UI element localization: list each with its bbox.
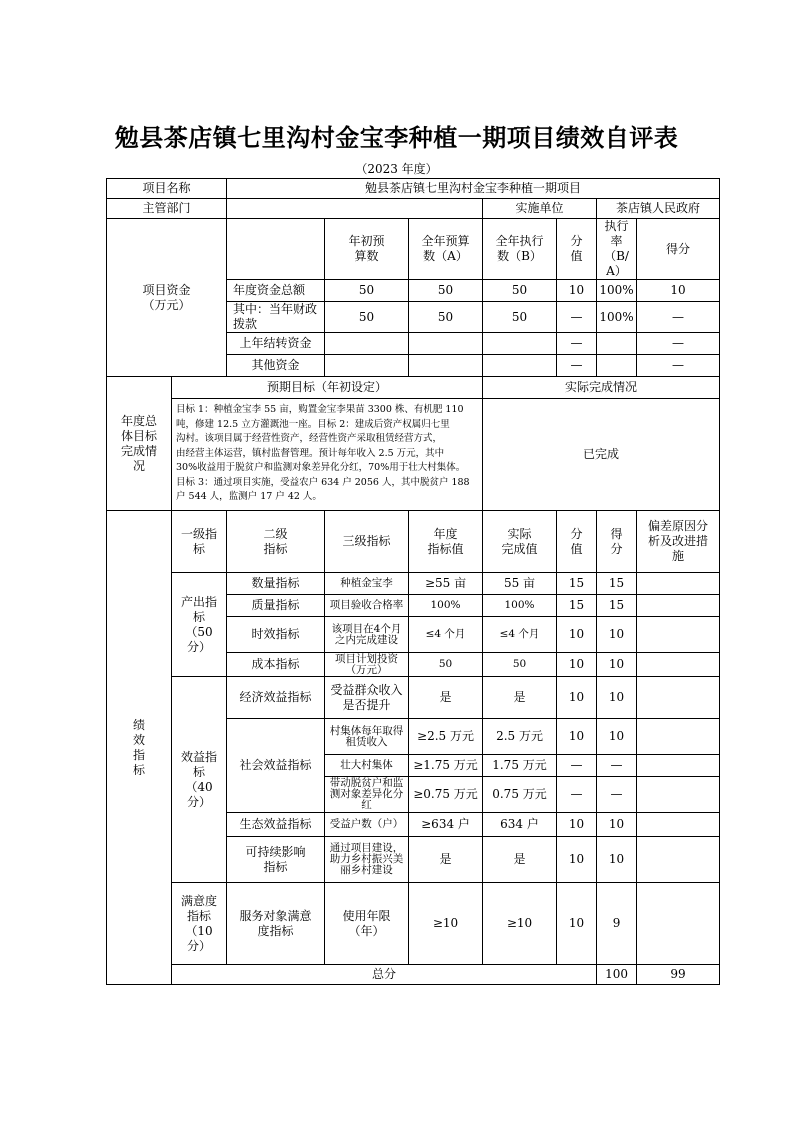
indicator-score: 10 (557, 883, 597, 965)
indicator-l2-line: 指标 (263, 859, 288, 874)
indicator-l3: 壮大村集体 (325, 755, 409, 777)
indicators-header-l2-2: 指标 (263, 541, 288, 556)
satisfaction-label-line: 指标 (187, 908, 212, 923)
funds-row-score: 10 (557, 280, 597, 302)
indicator-score: — (557, 777, 597, 813)
indicator-l3: 种植金宝李 (325, 573, 409, 595)
indicator-score: 15 (557, 595, 597, 617)
indicator-actual: 2.5 万元 (483, 719, 557, 755)
goals-label-2: 体目标 (120, 428, 157, 443)
indicator-actual: 是 (483, 837, 557, 883)
page-subtitle: （2023 年度） (355, 162, 438, 176)
indicator-target: ≥2.5 万元 (409, 719, 483, 755)
indicator-reason (637, 755, 720, 777)
indicators-header-l1 (172, 511, 227, 573)
goals-expected-line: 吨，修建 12.5 立方灌溉池一座。目标 2：建成后资产权属归七里 (176, 418, 450, 430)
indicators-header-l1-2: 标 (193, 541, 206, 556)
funds-row-initial: 50 (325, 302, 409, 333)
goals-expected-line: 30%收益用于脱贫户和监测对象差异化分红，70%用于壮大村集体。 (176, 462, 466, 473)
indicators-header-actual (483, 511, 557, 573)
indicators-header-target-1: 年度 (433, 526, 458, 541)
indicator-reason (637, 883, 720, 965)
indicators-header-reason-3: 施 (672, 549, 685, 563)
total-score: 100 (597, 965, 637, 985)
funds-header-got: 得分 (637, 219, 720, 280)
indicator-l3: 项目计划投资（万元） (325, 653, 409, 677)
dept-row (107, 199, 720, 219)
funds-row-rate: 100% (597, 302, 637, 333)
indicator-reason (637, 653, 720, 677)
indicator-target: ≥55 亩 (409, 573, 483, 595)
indicators-header-l2 (227, 511, 325, 573)
funds-header-rate-1: 执行率 (604, 219, 629, 248)
indicator-l2 (227, 837, 325, 883)
goals-label-3: 完成情 (120, 443, 157, 458)
indicator-l3-line: （年） (348, 923, 385, 938)
indicator-actual: 100% (483, 595, 557, 617)
indicator-l3-line: 使用年限 (342, 908, 391, 923)
benefit-label-line: 效益指 (181, 749, 218, 764)
dept-label: 主管部门 (107, 199, 227, 219)
indicator-l3: 受益户数（户） (325, 813, 409, 837)
funds-row-name: 年度资金总额 (227, 280, 325, 302)
goals-expected-line: 目标 3：通过项目实施，受益农户 634 户 2056 人，其中脱贫户 188 (176, 476, 470, 488)
indicators-header-reason-1: 偏差原因分 (648, 519, 709, 533)
funds-row-score: — (557, 333, 597, 355)
funds-header-exec (483, 219, 557, 280)
indicator-l2: 成本指标 (227, 653, 325, 677)
indicator-actual: 55 亩 (483, 573, 557, 595)
funds-row-exec (483, 355, 557, 377)
indicator-l2: 社会效益指标 (227, 719, 325, 813)
funds-row-score: — (557, 302, 597, 333)
indicator-got: 10 (597, 837, 637, 883)
indicators-header-score (557, 511, 597, 573)
funds-row-got: — (637, 302, 720, 333)
indicator-l2 (227, 883, 325, 965)
indicators-header-got-2: 分 (610, 541, 623, 556)
indicators-header-l3: 三级指标 (325, 511, 409, 573)
indicator-got: — (597, 777, 637, 813)
funds-row-initial: 50 (325, 280, 409, 302)
indicator-reason (637, 813, 720, 837)
indicator-reason (637, 837, 720, 883)
indicators-header-got (597, 511, 637, 573)
satisfaction-label-line: 分） (187, 938, 212, 953)
indicator-l3: 通过项目建设，助力乡村振兴美丽乡村建设 (325, 837, 409, 883)
indicator-l2: 时效指标 (227, 617, 325, 653)
indicator-l3: 村集体每年取得租赁收入 (325, 719, 409, 755)
indicator-l2: 生态效益指标 (227, 813, 325, 837)
goals-label-1: 年度总 (120, 413, 157, 428)
page-title: 勉县茶店镇七里沟村金宝李种植一期项目绩效自评表 (114, 124, 679, 152)
funds-row-initial (325, 355, 409, 377)
total-got: 99 (637, 965, 720, 985)
indicator-target: 50 (409, 653, 483, 677)
goals-label-4: 况 (132, 458, 145, 473)
indicator-score: 10 (557, 813, 597, 837)
indicator-l2-line: 可持续影响 (245, 844, 306, 859)
indicators-side-char: 效 (132, 732, 145, 747)
indicators-header-score-2: 值 (570, 541, 583, 556)
indicator-target: ≤4 个月 (409, 617, 483, 653)
indicator-reason (637, 573, 720, 595)
output-label-line: 分） (187, 639, 212, 654)
goals-label (107, 377, 172, 511)
indicator-got: 10 (597, 813, 637, 837)
output-label-line: 产出指 (181, 594, 218, 609)
indicator-reason (637, 719, 720, 755)
indicator-l3: 受益群众收入是否提升 (325, 677, 409, 719)
funds-label-line: 项目资金 (142, 282, 191, 297)
indicator-score: 10 (557, 617, 597, 653)
indicator-l3 (325, 883, 409, 965)
goals-expected-line: 目标 1：种植金宝李 55 亩，购置金宝李果苗 3300 株、有机肥 110 (176, 404, 464, 415)
funds-row-got: 10 (637, 280, 720, 302)
output-label-line: （50 (185, 624, 213, 639)
goals-expected-line: 沟村。该项目属于经营性资产，经营性资产采取租赁经营方式， (176, 433, 443, 444)
funds-header-rate-2: （B/A） (604, 249, 629, 278)
indicator-reason (637, 777, 720, 813)
benefit-label-line: 分） (187, 794, 212, 809)
total-label: 总分 (172, 965, 597, 985)
funds-header-blank (227, 219, 325, 280)
funds-header-row (107, 219, 720, 280)
indicator-target: ≥0.75 万元 (409, 777, 483, 813)
funds-row-rate (597, 333, 637, 355)
funds-header-annual-2: 数（A） (423, 249, 468, 263)
indicator-l2: 质量指标 (227, 595, 325, 617)
goals-expected-text (172, 399, 483, 511)
performance-table (106, 178, 720, 985)
funds-header-initial (325, 219, 409, 280)
goals-actual-header: 实际完成情况 (483, 377, 720, 399)
goals-expected-line: 由经营主体运营，镇村监督管理。预计每年收入 2.5 万元，其中 (176, 447, 445, 459)
indicators-header-reason-2: 析及改进措 (648, 534, 709, 548)
indicator-l2-line: 服务对象满意 (239, 908, 312, 923)
indicator-target: 是 (409, 837, 483, 883)
funds-header-annual-1: 全年预算 (421, 234, 470, 248)
indicator-reason (637, 677, 720, 719)
indicator-score: 10 (557, 677, 597, 719)
funds-label-unit: （万元） (142, 297, 191, 312)
funds-label (107, 219, 227, 377)
funds-row-name: 其中：当年财政拨款 (227, 302, 325, 333)
funds-row-annual: 50 (409, 302, 483, 333)
funds-header-exec-2: 数（B） (497, 249, 542, 263)
indicators-header-actual-1: 实际 (507, 526, 532, 541)
indicator-got: — (597, 755, 637, 777)
funds-header-annual (409, 219, 483, 280)
indicators-side-label (107, 511, 172, 985)
indicator-row (107, 573, 720, 595)
indicator-row (107, 883, 720, 965)
indicators-header-got-1: 得 (610, 526, 623, 541)
indicator-target: ≥10 (409, 883, 483, 965)
indicator-score: 10 (557, 653, 597, 677)
indicator-actual: 50 (483, 653, 557, 677)
output-label-line: 标 (193, 609, 206, 624)
funds-row-rate (597, 355, 637, 377)
funds-row-initial (325, 333, 409, 355)
indicator-score: 10 (557, 719, 597, 755)
funds-row-annual: 50 (409, 280, 483, 302)
project-name-value: 勉县茶店镇七里沟村金宝李种植一期项目 (227, 179, 720, 199)
indicator-actual: ≥10 (483, 883, 557, 965)
indicator-got: 10 (597, 617, 637, 653)
satisfaction-label-line: 满意度 (181, 893, 218, 908)
funds-header-initial-2: 算数 (354, 249, 379, 263)
funds-row-got: — (637, 355, 720, 377)
indicator-actual: 是 (483, 677, 557, 719)
funds-header-exec-1: 全年执行 (495, 234, 544, 248)
indicators-header-reason (637, 511, 720, 573)
indicator-target: 是 (409, 677, 483, 719)
indicator-score: 10 (557, 837, 597, 883)
funds-row-score: — (557, 355, 597, 377)
funds-header-score-1: 分 (570, 234, 583, 248)
satisfaction-label-line: （10 (185, 923, 213, 938)
funds-row-exec (483, 333, 557, 355)
goals-actual-text: 已完成 (483, 399, 720, 511)
indicator-reason (637, 617, 720, 653)
indicator-row (107, 677, 720, 719)
impl-label: 实施单位 (483, 199, 597, 219)
funds-row-got: — (637, 333, 720, 355)
indicator-actual: ≤4 个月 (483, 617, 557, 653)
indicator-got: 15 (597, 595, 637, 617)
funds-row-name: 上年结转资金 (227, 333, 325, 355)
indicators-header-l2-1: 二级 (263, 526, 288, 541)
indicators-header-row (107, 511, 720, 573)
funds-header-initial-1: 年初预 (348, 234, 385, 248)
goals-content-row (107, 399, 720, 511)
indicator-target: ≥634 户 (409, 813, 483, 837)
goals-expected-header: 预期目标（年初设定） (172, 377, 483, 399)
indicator-actual: 0.75 万元 (483, 777, 557, 813)
funds-row-annual (409, 333, 483, 355)
funds-header-score-2: 值 (570, 249, 583, 263)
project-name-label: 项目名称 (107, 179, 227, 199)
output-label (172, 573, 227, 677)
indicators-header-actual-2: 完成值 (501, 541, 538, 556)
funds-row-name: 其他资金 (227, 355, 325, 377)
indicators-side-char: 指 (132, 747, 145, 762)
indicators-header-l1-1: 一级指 (181, 526, 218, 541)
indicator-got: 15 (597, 573, 637, 595)
benefit-label-line: 标 (193, 764, 206, 779)
total-row (107, 965, 720, 985)
indicators-header-target-2: 指标值 (427, 541, 464, 556)
indicator-l3: 带动脱贫户和监测对象差异化分红 (325, 777, 409, 813)
project-name-row (107, 179, 720, 199)
indicator-l2: 数量指标 (227, 573, 325, 595)
benefit-label (172, 677, 227, 883)
benefit-label-line: （40 (185, 779, 213, 794)
funds-row-exec: 50 (483, 302, 557, 333)
indicator-got: 10 (597, 677, 637, 719)
indicator-reason (637, 595, 720, 617)
indicator-l2: 经济效益指标 (227, 677, 325, 719)
goals-header-row (107, 377, 720, 399)
indicator-target: 100% (409, 595, 483, 617)
indicator-actual: 634 户 (483, 813, 557, 837)
funds-row-annual (409, 355, 483, 377)
indicator-target: ≥1.75 万元 (409, 755, 483, 777)
funds-header-score (557, 219, 597, 280)
indicator-got: 10 (597, 719, 637, 755)
indicator-l2-line: 度指标 (257, 923, 294, 938)
impl-value: 茶店镇人民政府 (597, 199, 720, 219)
indicator-actual: 1.75 万元 (483, 755, 557, 777)
indicator-score: 15 (557, 573, 597, 595)
indicators-header-target (409, 511, 483, 573)
indicator-l3: 该项目在4个月之内完成建设 (325, 617, 409, 653)
indicators-header-score-1: 分 (570, 526, 583, 541)
satisfaction-label (172, 883, 227, 965)
indicator-got: 9 (597, 883, 637, 965)
goals-expected-line: 户 544 人，监测户 17 户 42 人。 (176, 491, 322, 502)
indicator-score: — (557, 755, 597, 777)
indicator-l3: 项目验收合格率 (325, 595, 409, 617)
indicators-side-char: 标 (132, 762, 145, 777)
indicator-got: 10 (597, 653, 637, 677)
funds-row-exec: 50 (483, 280, 557, 302)
dept-value (227, 199, 483, 219)
funds-row-rate: 100% (597, 280, 637, 302)
indicators-side-char: 绩 (132, 717, 145, 732)
funds-header-rate (597, 219, 637, 280)
